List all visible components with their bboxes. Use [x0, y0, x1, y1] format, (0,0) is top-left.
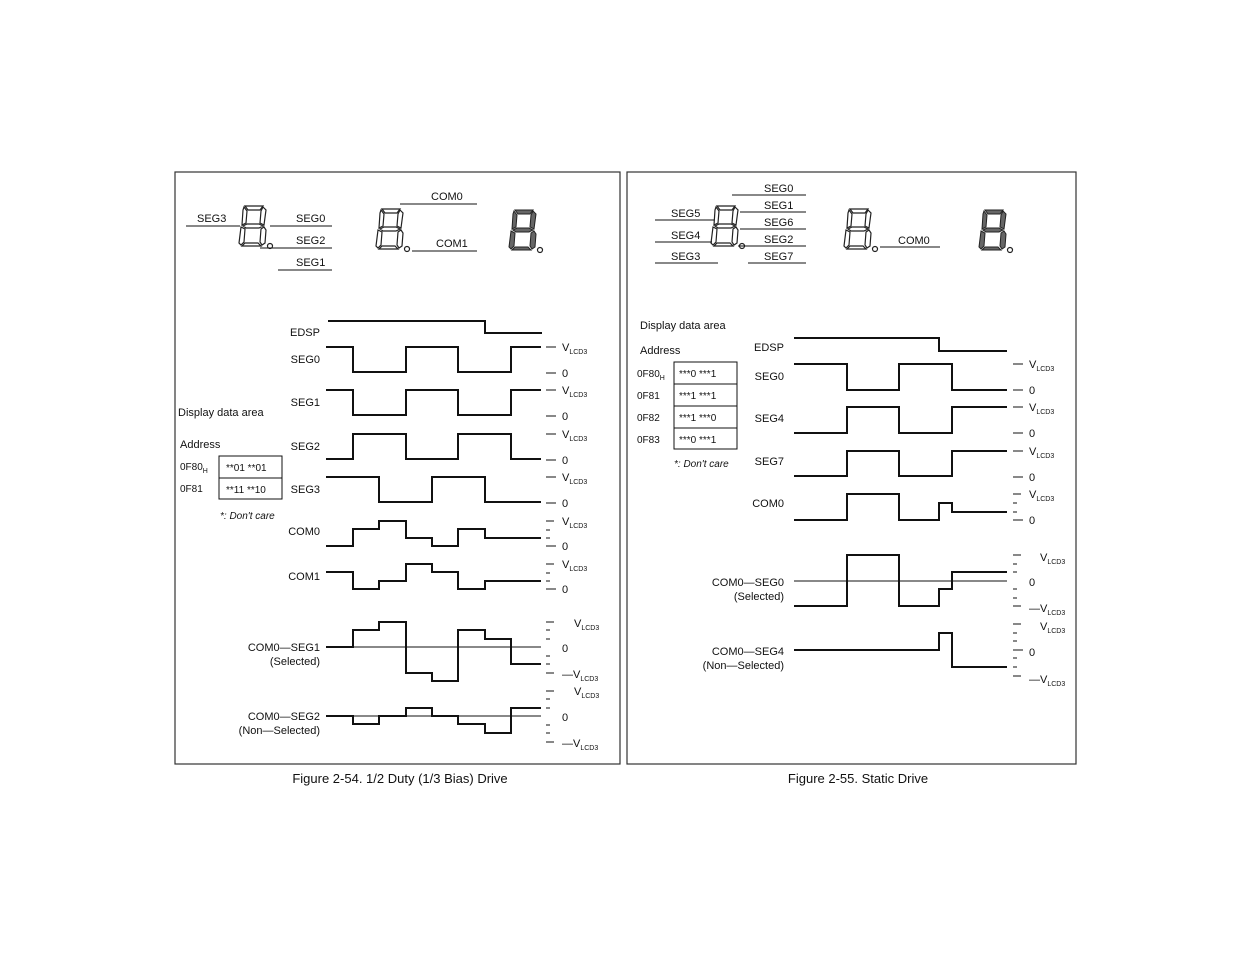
address-cell: 0F81 [637, 391, 660, 402]
level-vlcd3: $V_{LCD3}$ [1040, 621, 1066, 635]
level-zero: 0 [562, 643, 569, 655]
pin-label-seg1: SEG1 [764, 200, 794, 212]
level-zero: 0 [562, 541, 569, 553]
waveform-seg7 [794, 451, 1007, 476]
diff-sublabel-selected: (Selected) [269, 656, 320, 668]
level-zero: 0 [1029, 472, 1036, 484]
waveform-seg0 [794, 364, 1007, 390]
level-vlcd3: $V_{LCD3}$ [1029, 446, 1055, 460]
level-vlcd3: $V_{LCD3}$ [562, 385, 588, 399]
signal-label: COM0 [752, 498, 784, 510]
data-cell: **01 **01 [226, 463, 267, 474]
level-zero: 0 [562, 455, 569, 467]
waveform-seg4 [794, 407, 1007, 433]
pin-label-seg2: SEG2 [296, 235, 326, 247]
address-cell: 0F82 [637, 413, 660, 424]
level-vlcd3: $V_{LCD3}$ [1029, 402, 1055, 416]
level-vlcd3: $V_{LCD3}$ [562, 559, 588, 573]
waveform-com0-seg4 [794, 633, 1007, 667]
display-data-table [637, 320, 737, 470]
level-vlcd3: $V_{LCD3}$ [562, 472, 588, 486]
level-zero: 0 [562, 411, 569, 423]
table-address-label: Address [180, 439, 221, 451]
signal-label: SEG3 [290, 484, 320, 496]
signal-label: SEG0 [754, 371, 784, 383]
level-vlcd3: $V_{LCD3}$ [1029, 359, 1055, 373]
voltage-levels [546, 342, 599, 752]
figure-2-54 [175, 172, 620, 786]
pin-label-com0: COM0 [898, 235, 930, 247]
address-cell: $0F80_H$ [180, 462, 208, 475]
waveform-com0-seg1 [326, 622, 541, 681]
level-vlcd3: $V_{LCD3}$ [574, 618, 600, 632]
pin-label-seg1: SEG1 [296, 257, 326, 269]
level-vlcd3: $V_{LCD3}$ [562, 342, 588, 356]
data-cell: ***1 ***0 [679, 413, 717, 424]
address-cell: 0F81 [180, 484, 203, 495]
level-zero: 0 [562, 584, 569, 596]
table-title: Display data area [178, 407, 264, 419]
level-neg-vlcd3: $—V_{LCD3}$ [562, 738, 599, 752]
diff-label-non-selected: COM0—SEG4 [711, 646, 784, 658]
level-zero: 0 [1029, 647, 1036, 659]
signal-label: SEG2 [290, 441, 320, 453]
level-neg-vlcd3: $—V_{LCD3}$ [1029, 603, 1066, 617]
digit-seg-pin-diagram [186, 206, 332, 270]
waveform-com0 [326, 521, 541, 546]
pin-label-seg2: SEG2 [764, 234, 794, 246]
level-zero: 0 [1029, 577, 1036, 589]
level-vlcd3: $V_{LCD3}$ [562, 429, 588, 443]
diff-label-selected: COM0—SEG1 [247, 642, 320, 654]
signal-label: SEG7 [754, 456, 784, 468]
diff-sublabel-selected: (Selected) [733, 591, 784, 603]
level-vlcd3: $V_{LCD3}$ [574, 686, 600, 700]
signal-label: EDSP [754, 342, 784, 354]
data-cell: ***0 ***1 [679, 369, 717, 380]
signal-label: SEG0 [290, 354, 320, 366]
pin-label-seg6: SEG6 [764, 217, 794, 229]
table-note: *: Don't care [674, 459, 729, 470]
signal-label: COM0 [288, 526, 320, 538]
pin-label-com0: COM0 [431, 191, 463, 203]
signal-label: SEG1 [290, 397, 320, 409]
digit-seg-pin-diagram [655, 183, 806, 263]
pin-label-seg3: SEG3 [671, 251, 701, 263]
digit-lit-display [979, 210, 1013, 253]
level-vlcd3: $V_{LCD3}$ [1029, 489, 1055, 503]
figure-caption: Figure 2-54. 1/2 Duty (1/3 Bias) Drive [292, 771, 508, 786]
data-cell: ***1 ***1 [679, 391, 717, 402]
waveform-com0 [794, 494, 1007, 520]
waveform-seg3 [326, 477, 541, 502]
waveform-edsp [794, 338, 1007, 351]
waveform-seg2 [326, 434, 541, 459]
diff-sublabel-non-selected: (Non—Selected) [702, 660, 784, 672]
level-neg-vlcd3: $—V_{LCD3}$ [562, 669, 599, 683]
waveform-seg1 [326, 390, 541, 415]
signal-label: COM1 [288, 571, 320, 583]
diff-label-non-selected: COM0—SEG2 [247, 711, 320, 723]
level-vlcd3: $V_{LCD3}$ [1040, 552, 1066, 566]
diff-label-selected: COM0—SEG0 [711, 577, 784, 589]
level-neg-vlcd3: $—V_{LCD3}$ [1029, 674, 1066, 688]
level-zero: 0 [1029, 515, 1036, 527]
diff-sublabel-non-selected: (Non—Selected) [238, 725, 320, 737]
voltage-levels [1013, 359, 1065, 688]
figure-2-55 [627, 172, 1076, 786]
digit-lit-display [509, 210, 543, 253]
level-zero: 0 [562, 498, 569, 510]
waveform-com1 [326, 564, 541, 589]
display-data-table [178, 407, 282, 522]
pin-label-com1: COM1 [436, 238, 468, 250]
level-zero: 0 [562, 368, 569, 380]
address-cell: 0F83 [637, 435, 660, 446]
pin-label-seg5: SEG5 [671, 208, 701, 220]
level-zero: 0 [1029, 428, 1036, 440]
level-vlcd3: $V_{LCD3}$ [562, 516, 588, 530]
pin-label-seg4: SEG4 [671, 230, 701, 242]
pin-label-seg3: SEG3 [197, 213, 227, 225]
level-zero: 0 [1029, 385, 1036, 397]
pin-label-seg0: SEG0 [764, 183, 794, 195]
table-title: Display data area [640, 320, 726, 332]
data-cell: ***0 ***1 [679, 435, 717, 446]
signal-label: SEG4 [754, 413, 784, 425]
address-cell: $0F80_H$ [637, 369, 665, 382]
pin-label-seg7: SEG7 [764, 251, 794, 263]
data-cell: **11 **10 [226, 485, 266, 496]
digit-com-pin-diagram [844, 209, 940, 252]
pin-label-seg0: SEG0 [296, 213, 326, 225]
table-address-label: Address [640, 345, 681, 357]
signal-label: EDSP [290, 327, 320, 339]
level-zero: 0 [562, 712, 569, 724]
waveform-edsp [328, 321, 542, 333]
digit-com-pin-diagram [376, 191, 477, 252]
waveform-seg0 [326, 347, 541, 372]
table-note: *: Don't care [220, 511, 275, 522]
waveform-com0-seg2 [326, 708, 541, 733]
figure-caption: Figure 2-55. Static Drive [787, 771, 929, 786]
